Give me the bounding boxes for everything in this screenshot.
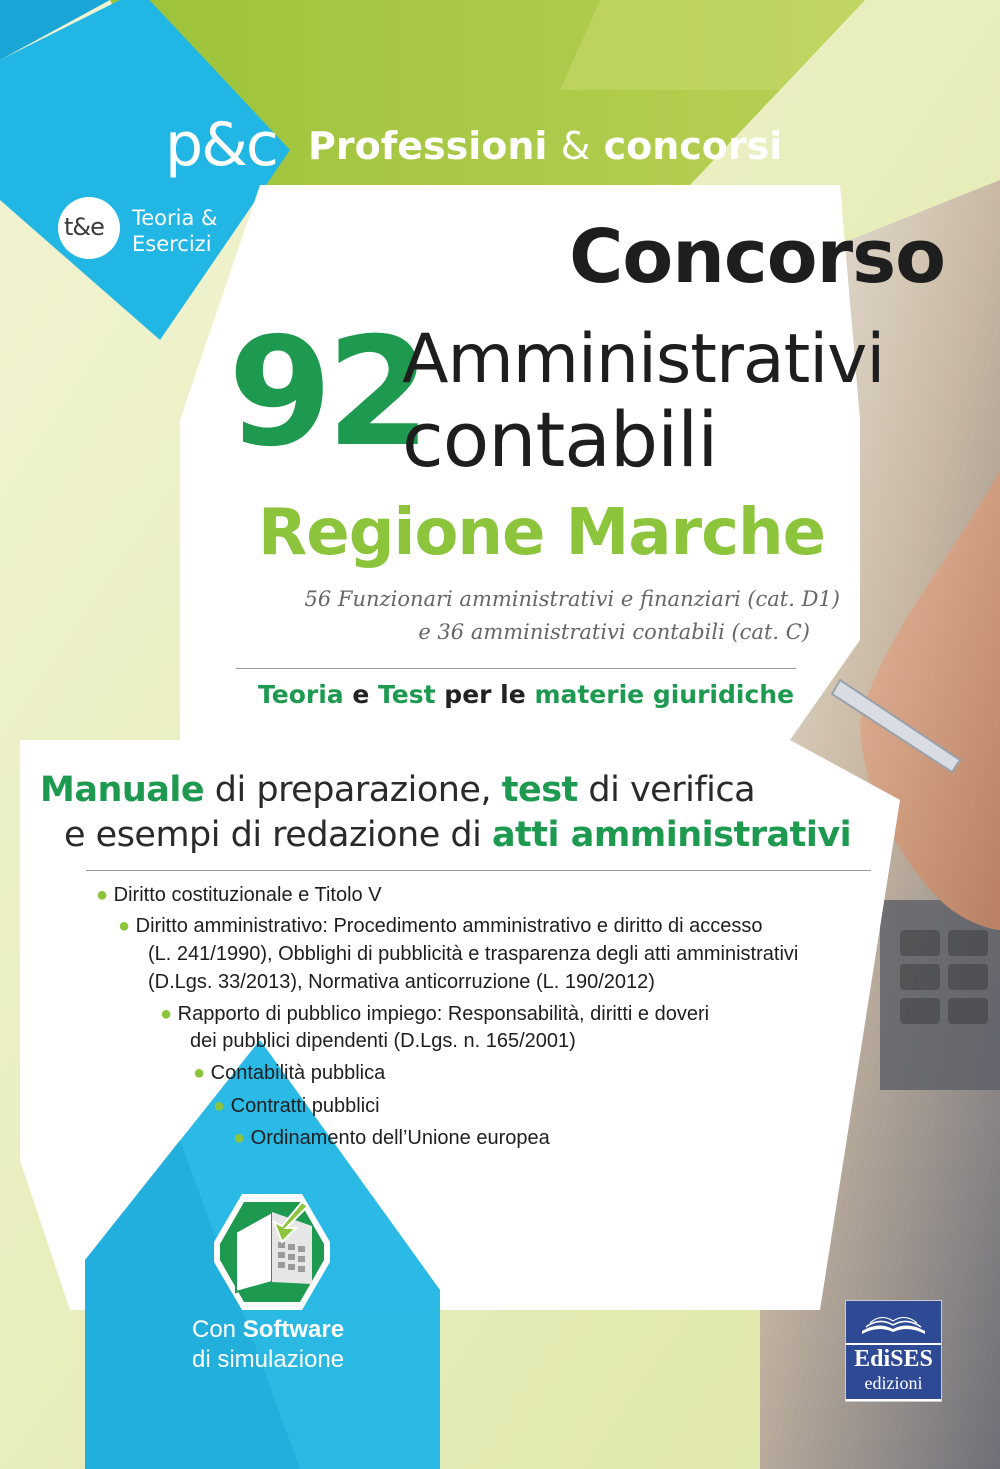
title-contabili: contabili	[402, 395, 718, 484]
bullet-dot: ●	[233, 1127, 246, 1149]
badge-line2: Esercizi	[132, 232, 212, 256]
tagline-teoria: Teoria	[258, 680, 344, 709]
desc-redazione: e esempi di redazione di	[64, 815, 482, 855]
topic-line: Contratti pubblici	[230, 1095, 380, 1117]
topic-line: Ordinamento dell’Unione europea	[250, 1127, 550, 1149]
tagline	[258, 680, 794, 709]
bullet-dot: ●	[160, 1003, 173, 1025]
keyboard-photo	[880, 900, 1000, 1090]
topic-item	[96, 880, 382, 910]
title-region: Regione Marche	[258, 496, 825, 570]
bullet-dot: ●	[118, 915, 131, 937]
topic-item	[233, 1124, 550, 1152]
publisher-sub: edizioni	[864, 1373, 923, 1393]
subtitle-line1: 56 Funzionari amministrativi e finanziari (cat. D1)	[304, 587, 840, 611]
topic-line-cont: (L. 241/1990), Obblighi di pubblicità e trasparenza degli atti amministrativi	[148, 943, 799, 965]
software-icon	[212, 1192, 332, 1312]
topic-item	[193, 1059, 385, 1087]
topic-line: Rapporto di pubblico impiego: Responsabilità, diritti e doveri	[177, 1003, 710, 1025]
desc-test: test	[501, 770, 578, 810]
description-line2	[64, 815, 851, 855]
software-con: Con	[192, 1316, 237, 1343]
bullet-dot: ●	[213, 1095, 226, 1117]
title-number: 92	[228, 306, 425, 480]
series-name-part1: Professioni	[308, 124, 548, 168]
badge-line1: Teoria &	[132, 206, 218, 230]
publisher-logo	[845, 1300, 942, 1402]
topic-line-cont: dei pubblici dipendenti (D.Lgs. n. 165/2001)	[190, 1030, 576, 1052]
tagline-e: e	[352, 680, 370, 709]
topic-item	[213, 1092, 380, 1120]
series-logo: p&c	[165, 110, 277, 180]
desc-atti: atti amministrativi	[491, 815, 852, 855]
subtitle-line2: e 36 amministrativi contabili (cat. C)	[418, 620, 810, 644]
tagline-materie: materie giuridiche	[534, 680, 795, 709]
series-name-amp: &	[560, 124, 591, 168]
desc-manuale: Manuale	[40, 770, 205, 810]
tagline-test: Test	[378, 680, 436, 709]
description-line1	[40, 770, 755, 810]
topic-line: Contabilità pubblica	[210, 1062, 386, 1084]
series-name	[308, 124, 782, 168]
topic-line-cont: (D.Lgs. 33/2013), Normativa anticorruzione (L. 190/2012)	[148, 971, 655, 993]
title-amministrativi: Amministrativi	[402, 320, 885, 399]
bullet-dot: ●	[96, 884, 109, 906]
software-word: Software	[242, 1316, 345, 1343]
topic-line: Diritto amministrativo: Procedimento amministrativo e diritto di accesso	[135, 915, 763, 937]
title-concorso: Concorso	[569, 214, 945, 300]
series-name-part2: concorsi	[603, 124, 783, 168]
software-text-line2: di simulazione	[192, 1346, 345, 1373]
topic-item	[160, 1000, 709, 1028]
description-divider	[86, 870, 871, 871]
desc-verifica: di verifica	[588, 770, 756, 810]
book-icon	[846, 1301, 941, 1343]
tagline-per-le: per le	[444, 680, 526, 709]
software-text-line1	[192, 1316, 344, 1344]
publisher-name: EdiSES	[854, 1346, 933, 1372]
desc-preparazione: di preparazione,	[214, 770, 492, 810]
bullet-dot: ●	[193, 1062, 206, 1084]
topic-line: Diritto costituzionale e Titolo V	[113, 884, 382, 906]
badge-logo: t&e	[64, 213, 104, 241]
publisher-name-box	[846, 1345, 941, 1399]
title-divider	[236, 668, 796, 669]
topic-item	[118, 912, 763, 940]
